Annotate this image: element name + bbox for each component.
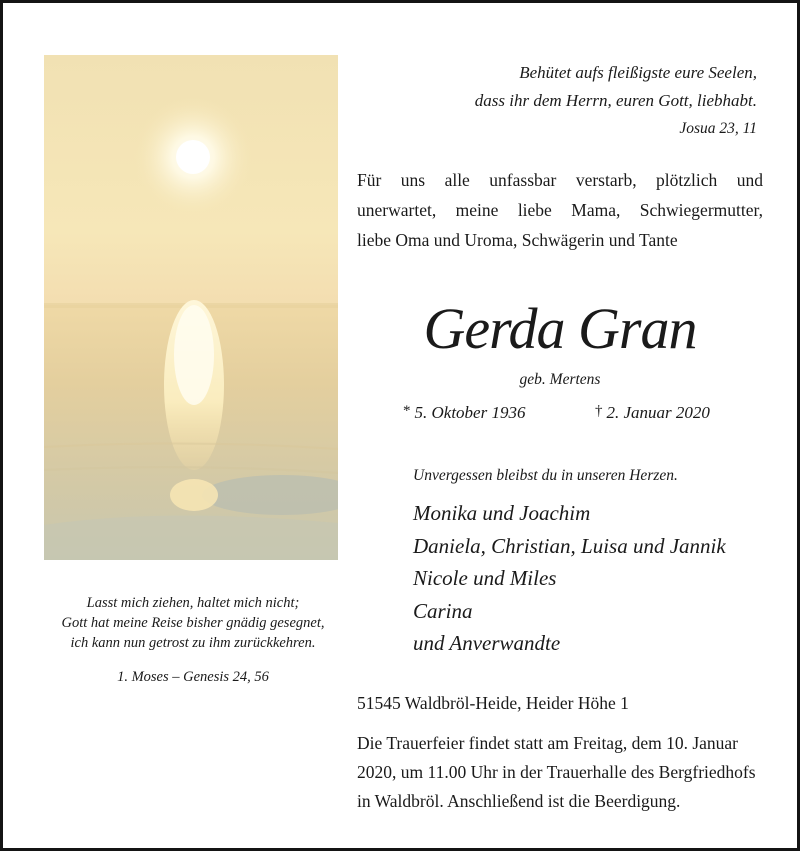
sunset-over-sea-photo [44, 55, 338, 560]
announcement-line: unerwartet, meine liebe Mama, Schwiegermutter, [357, 200, 763, 220]
poem-line: Lasst mich ziehen, haltet mich nicht; [86, 595, 300, 611]
farewell-poem [33, 593, 353, 653]
poem-source: 1. Moses – Genesis 24, 56 [117, 669, 269, 685]
poem-line: Gott hat meine Reise bisher gnädig gesegnet, [61, 615, 325, 631]
deceased-name: Gerda Gran [423, 296, 697, 361]
announcement-line: liebe Oma und Uroma, Schwägerin und Tante [357, 230, 678, 250]
verse-line: dass ihr dem Herrn, euren Gott, liebhabt. [474, 91, 757, 110]
announcement-line: Für uns alle unfassbar verstarb, plötzlich und [357, 170, 763, 190]
bible-verse [475, 59, 757, 143]
mourner-entry: Carina [413, 598, 473, 623]
family-address: 51545 Waldbröl-Heide, Heider Höhe 1 [357, 693, 629, 713]
mourner-entry: und Anverwandte [413, 631, 561, 655]
death-announcement-text [357, 165, 763, 255]
death-date-text: 2. Januar 2020 [606, 403, 710, 422]
maiden-name: geb. Mertens [519, 371, 601, 388]
death-cross-icon: † [595, 403, 603, 419]
birth-date [403, 403, 525, 423]
birth-star-icon: * [403, 403, 411, 419]
mourner-entry: Nicole und Miles [413, 566, 557, 590]
mourners-list [413, 497, 726, 660]
service-line: in Waldbröl. Anschließend ist die Beerdigung. [357, 791, 681, 811]
service-line: Die Trauerfeier findet statt am Freitag, dem 10. Januar [357, 733, 739, 753]
service-line: 2020, um 11.00 Uhr in der Trauerhalle des Bergfriedhofs [357, 762, 756, 782]
birth-date-text: 5. Oktober 1936 [414, 403, 526, 422]
verse-reference: Josua 23, 11 [679, 120, 757, 137]
mourner-entry: Daniela, Christian, Luisa und Jannik [413, 533, 726, 558]
funeral-service-info [357, 729, 765, 816]
poem-line: ich kann nun getrost zu ihm zurückkehren. [70, 635, 316, 651]
death-date [595, 403, 710, 423]
memory-line: Unvergessen bleibst du in unseren Herzen. [413, 467, 678, 484]
verse-line: Behütet aufs fleißigste eure Seelen, [519, 63, 757, 82]
mourner-entry: Monika und Joachim [413, 501, 591, 525]
